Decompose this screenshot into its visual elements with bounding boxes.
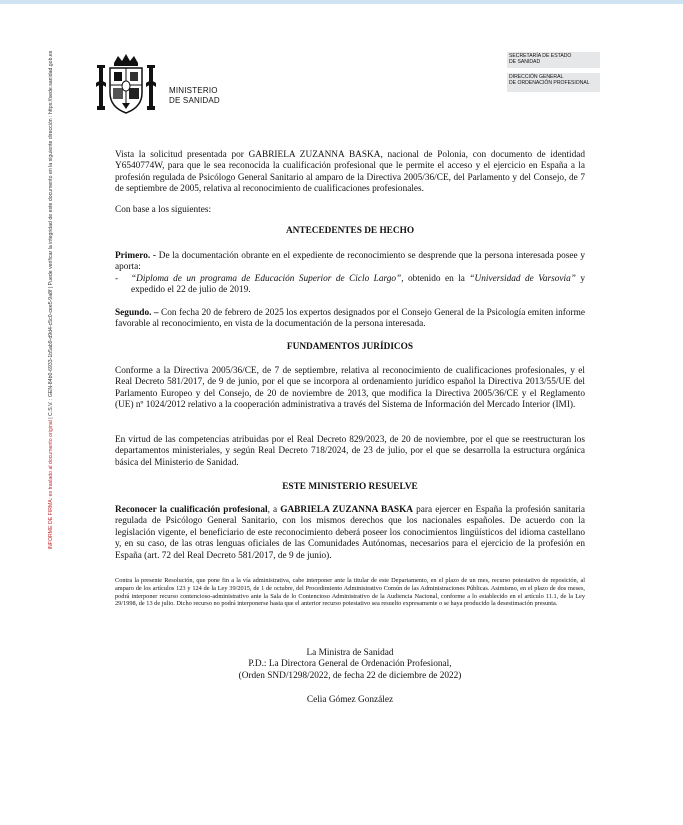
legal-paragraph-2	[115, 435, 585, 469]
heading-resolve: ESTE MINISTERIO RESUELVE	[282, 482, 418, 492]
signer-name: Celia Gómez González	[306, 695, 394, 706]
heading-legal: FUNDAMENTOS JURÍDICOS	[286, 342, 414, 352]
signature-line-2: P.D.: La Directora General de Ordenación Profesional,	[248, 659, 452, 670]
appeal-notice: Contra la presente Resolución, que pone fin a la vía administrativa, cabe interponer ante la titular de este Departamento, en el plazo de un mes, recurso potestativo de reposición, al amparo de los artículos 123 y 124 de la Ley 39/2015, de 1 de octubre, del Procedimiento Administrativo Común de las Administraciones Públicas. Asimismo, en el plazo de dos meses, podrá interponer recurso contencioso-administrativo ante la Sala de lo Contencioso Administrativo de la Audiencia Nacional, conforme a lo establecido en el artículo 11.1, de la Ley 29/1998, de 13 de julio. Dicho recurso no podrá interponerse hasta que el anterior recurso potestativo sea resuelto expresamente o se haya producido la desestimación presunta.	[115, 577, 585, 608]
ministry-name	[169, 86, 220, 106]
resolution-paragraph	[115, 505, 585, 562]
applicant-name: GABRIELA ZUZANNA BASKA	[248, 150, 381, 160]
ministry-line-2: DE SANIDAD	[169, 96, 220, 105]
coat-of-arms-icon	[96, 53, 156, 117]
legal-paragraph-1	[115, 366, 585, 412]
legal-text-1: Conforme a la Directiva 2005/36/CE, de 7 de septiembre, relativa al reconocimiento de cualificaciones profesionales, y el Real Decreto 581/2017, de 9 de junio, por el que se incorpora al ordenamiento jurídico español la Directiva 2013/55/UE del Parlamento Europeo y del Consejo, de 20 de noviembre de 2013, que modifica la Directiva 2005/36/CE y el Reglamento (UE) nº 1024/2012 relativo a la cooperación administrativa a través del Sistema de Información del Mercado Interior (IMI).	[115, 366, 585, 411]
signature-line-1: La Ministra de Sanidad	[306, 648, 394, 658]
based-on-text: Con base a los siguientes:	[115, 205, 212, 215]
signature-line-3: (Orden SND/1298/2022, de fecha 22 de diciembre de 2022)	[238, 670, 462, 681]
resolve-text: para ejercer en España la profesión sanitaria regulada de Psicólogo General Sanitario, con los mismos derechos que los nacionales españoles. De acuerdo con la legislación vigente, el beneficiario de este reconocimiento deberá poseer los conocimientos lingüísticos del idioma castellano y, en su caso, de las otras lenguas oficiales de las Comunidades Autónomas, necesarios para el ejercicio de la profesión en España (art. 72 del Real Decreto 581/2017, de 9 de junio).	[115, 505, 586, 561]
directorate-line-2: DE ORDENACIÓN PROFESIONAL	[509, 80, 590, 86]
diploma-date: y expedido el 22 de julio de 2019.	[131, 273, 586, 296]
directorate-box	[507, 73, 600, 92]
resolve-name: GABRIELA ZUZANNA BASKA	[280, 505, 414, 515]
legal-text-2: En virtud de las competencias atribuidas por el Real Decreto 829/2023, de 20 de noviembre, por el que se reestructuran los departamentos ministeriales, y según Real Decreto 718/2024, de 23 de julio, por el que se desarrolla la estructura orgánica básica del Ministerio de Sanidad.	[115, 435, 585, 468]
verification-csv: | C.S.V. : GEN-84b0-6933-1b5ab9-d9d4-c5c0-cee5-9a8f | Puede verificar la integridad de este documento en la siguiente dirección : https://sede.sanidad.gob.es	[48, 50, 54, 421]
first-fact	[115, 251, 585, 297]
university-name: “Universidad de Varsovia”	[469, 273, 576, 284]
intro-start: Vista la solicitud presentada por	[115, 150, 249, 160]
bullet-dash: -	[115, 273, 119, 284]
signature-block	[115, 648, 585, 707]
diploma-title: “Diploma de un programa de Educación Superior de Ciclo Largo”	[131, 273, 402, 284]
intro-paragraph	[115, 150, 585, 196]
diploma-mid: , obtenido en la	[401, 273, 470, 284]
verification-text	[48, 51, 54, 550]
resolve-label: Reconocer la cualificación profesional	[115, 505, 268, 515]
directorate-line-1: DIRECCIÓN GENERAL	[509, 74, 564, 80]
second-text: Con fecha 20 de febrero de 2025 los expertos designados por el Consejo General de la Psicología emiten informe favorable al reconocimiento, en vista de la documentación de la persona interesada.	[115, 308, 586, 330]
heading-facts: ANTECEDENTES DE HECHO	[285, 226, 415, 236]
diploma-bullet	[115, 274, 585, 297]
ministry-line-1: MINISTERIO	[169, 86, 218, 95]
first-text: De la documentación obrante en el expediente de reconocimiento se desprende que la persona interesada posee y aporta:	[115, 251, 585, 273]
first-label: Primero. -	[115, 251, 157, 261]
second-fact	[115, 308, 585, 331]
verification-label-red: INFORME DE FIRMA: es traslado al documento original	[48, 420, 54, 550]
secretariat-line-1: SECRETARÍA DE ESTADO	[509, 53, 572, 59]
based-on-line	[115, 205, 585, 216]
intro-rest: , nacional de Polonia, con documento de identidad Y6540774W, para que le sea reconocida la cualificación profesional que le permite el acceso y el ejercicio en España a la profesión regulada de Psicólogo General Sanitario al amparo de la Directiva 2005/36/CE, del Parlamento y del Consejo, de 7 de septiembre de 2005, relativa al reconocimiento de cualificaciones profesionales.	[115, 150, 585, 195]
secretariat-line-2: DE SANIDAD	[509, 59, 541, 65]
second-label: Segundo. –	[115, 308, 159, 318]
secretariat-box	[507, 52, 600, 68]
resolve-a: , a	[267, 505, 281, 515]
